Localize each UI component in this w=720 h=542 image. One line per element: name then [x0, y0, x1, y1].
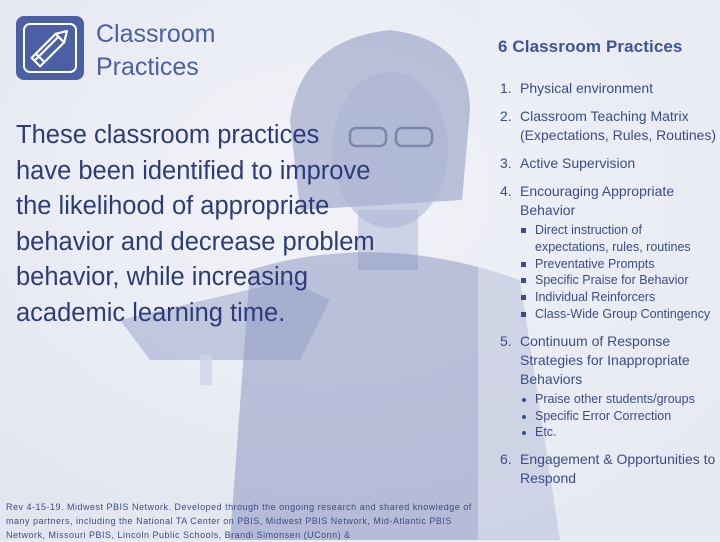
pencil-icon — [16, 16, 84, 80]
item-number: 3. — [500, 155, 512, 171]
item-number: 5. — [500, 332, 512, 349]
logo-tile — [16, 16, 84, 80]
item-number: 2. — [500, 108, 512, 124]
sub-item: Specific Error Correction — [520, 408, 718, 425]
item-number: 6. — [500, 451, 512, 468]
practice-item — [498, 332, 718, 441]
item-text: Engagement & Opportunities to Respond — [520, 451, 716, 487]
intro-text: These classroom practices have been identified to improve the likelihood of appropriate behavior and decrease problem behavior, while increasing academic learning time. — [16, 121, 375, 327]
sub-item: Direct instruction of expectations, rules, routines — [520, 222, 718, 256]
footer-credits: Rev 4-15-19. Midwest PBIS Network. Developed through the ongoing research and shared knowledge of many partners, including the National TA Center on PBIS, Midwest PBIS Network, Mid-Atlantic PBIS Network, Missouri PBIS, Lincoln Public Schools, Brandi Simonsen (UConn) & — [6, 502, 472, 540]
sub-item: Specific Praise for Behavior — [520, 272, 718, 289]
practice-item — [498, 154, 718, 173]
practice-item — [498, 107, 718, 145]
sub-item: Praise other students/groups — [520, 391, 718, 408]
title-line-1: Classroom — [96, 20, 216, 48]
sub-list — [520, 391, 718, 441]
slide-title — [96, 18, 296, 84]
item-text: Physical environment — [520, 80, 654, 96]
item-text: Continuum of Response Strategies for Inappropriate Behaviors — [520, 332, 690, 387]
item-number: 4. — [500, 183, 512, 199]
item-text: Active Supervision — [520, 155, 636, 171]
practices-panel — [498, 35, 718, 488]
practice-item — [498, 450, 718, 488]
title-line-2: Practices — [96, 53, 199, 81]
practices-heading: 6 Classroom Practices — [498, 37, 683, 56]
practice-item — [498, 182, 718, 323]
sub-item: Individual Reinforcers — [520, 289, 718, 306]
sub-item: Preventative Prompts — [520, 256, 718, 273]
sub-item: Etc. — [520, 424, 718, 441]
practice-item — [498, 79, 718, 98]
sub-list — [520, 222, 718, 323]
sub-item: Class-Wide Group Contingency — [520, 306, 718, 323]
practices-list — [498, 79, 718, 488]
item-text: Classroom Teaching Matrix (Expectations, Rules, Routines) — [520, 108, 717, 143]
item-text: Encouraging Appropriate Behavior — [520, 183, 675, 218]
item-number: 1. — [500, 80, 512, 96]
